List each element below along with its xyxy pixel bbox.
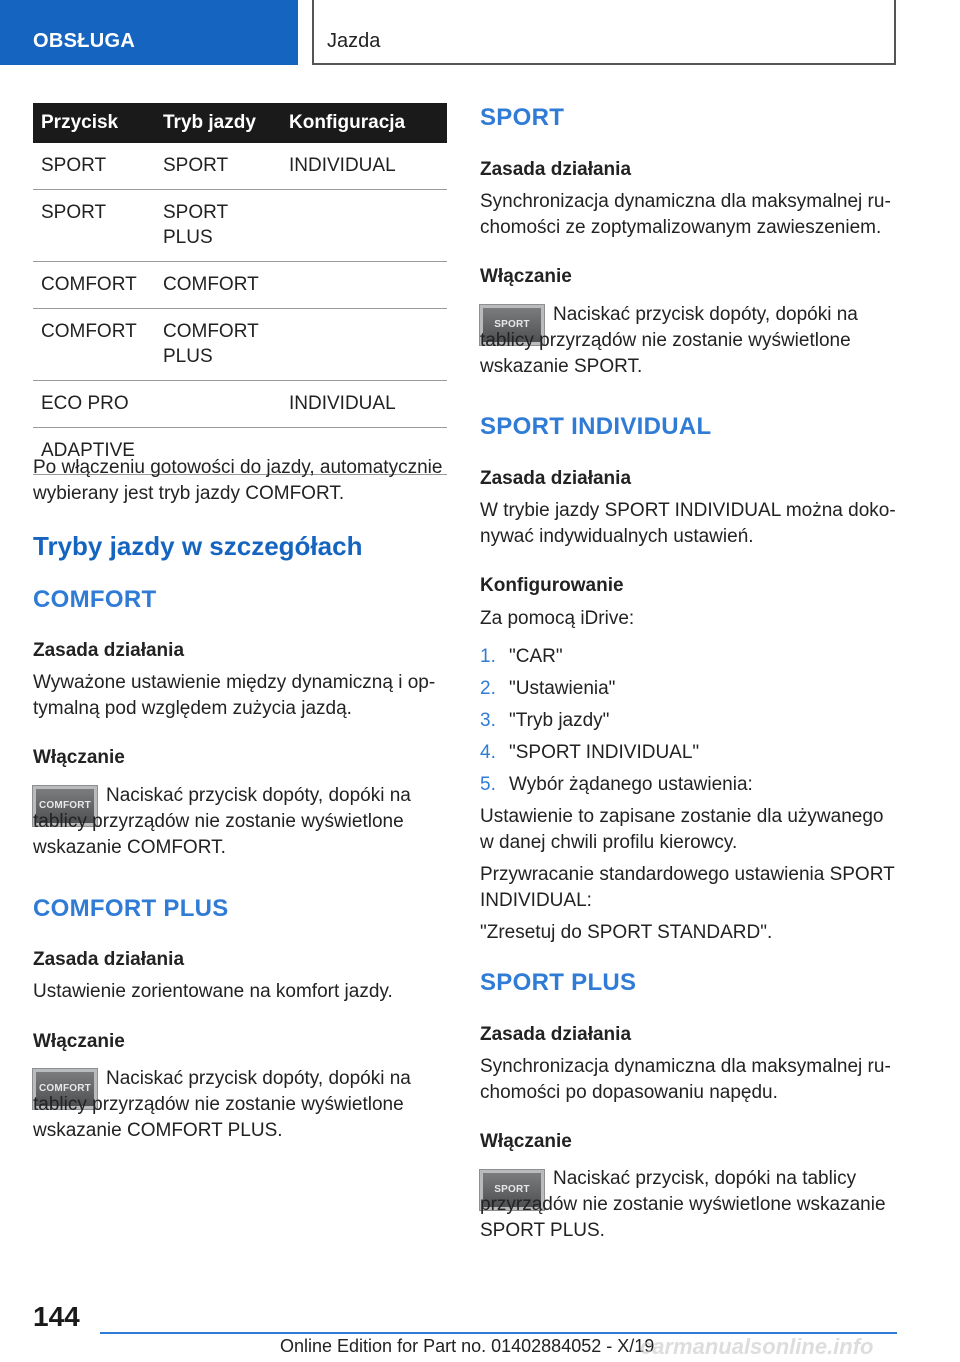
table-header-config: Konfiguracja: [281, 103, 447, 143]
config-steps-list: [480, 644, 898, 804]
table-cell: COMFORT: [33, 309, 155, 381]
step-text: "CAR": [509, 646, 563, 667]
sport-individual-reset-action: "Zresetuj do SPORT STANDARD".: [480, 922, 773, 943]
list-item: [480, 740, 898, 772]
comfort-plus-principle-text: Ustawienie zorientowane na komfort jazdy.: [33, 981, 393, 1002]
table-row: [33, 190, 447, 262]
table-cell: SPORT: [155, 143, 281, 190]
sport-individual-config-label: Konfigurowanie: [480, 575, 624, 596]
comfort-principle-label: Zasada działania: [33, 640, 185, 661]
step-text: Wybór żądanego ustawienia:: [509, 774, 753, 795]
table-row: [33, 262, 447, 309]
list-item: [480, 772, 898, 804]
header-section-label: OBSŁUGA: [33, 30, 136, 52]
sport-plus-principle-label: Zasada działania: [480, 1024, 632, 1045]
sport-plus-button-image-label: SPORT: [494, 1184, 530, 1195]
sport-plus-principle-text: Synchronizacja dynamiczna dla maksymalnej ruchomości po dopasowaniu napędu.: [480, 1056, 891, 1103]
sport-principle-text: Synchronizacja dynamiczna dla maksymalnej ruchomości ze zoptymalizowanym zawieszeniem.: [480, 191, 891, 238]
comfort-activation-text: Naciskać przycisk dopóty, dopóki na tablicy przyrządów nie zostanie wyświetlone wskazanie COMFORT.: [33, 785, 411, 858]
step-number: 5.: [480, 774, 496, 795]
watermark: carmanualsonline.info: [640, 1334, 874, 1359]
step-number: 4.: [480, 742, 496, 763]
intro-paragraph: Po włączeniu gotowości do jazdy, automatycznie wybierany jest tryb jazdy COMFORT.: [33, 457, 443, 504]
table-cell: [281, 262, 447, 309]
main-heading: Tryby jazdy w szczegółach: [33, 531, 363, 561]
sport-individual-heading: SPORT INDIVIDUAL: [480, 413, 712, 440]
sport-individual-principle-label: Zasada działania: [480, 468, 632, 489]
sport-plus-activation-text: Naciskać przycisk, dopóki na tablicy przyrządów nie zostanie wyświetlone wskazanie SPORT PLUS.: [480, 1168, 886, 1241]
table-cell: SPORT: [33, 143, 155, 190]
table-cell: ECO PRO: [33, 381, 155, 428]
header-chapter-tab: [312, 0, 896, 65]
sport-activation-label: Włączanie: [480, 266, 572, 287]
table-header-mode: Tryb jazdy: [155, 103, 281, 143]
sport-heading: SPORT: [480, 104, 565, 131]
table-header-row: [33, 103, 447, 143]
list-item: [480, 676, 898, 708]
page-number: 144: [33, 1301, 80, 1332]
sport-individual-reset-text: Przywracanie standardowego ustawienia SPORT INDIVIDUAL:: [480, 864, 895, 911]
comfort-heading: COMFORT: [33, 586, 157, 613]
sport-activation-text: Naciskać przycisk dopóty, dopóki na tablicy przyrządów nie zostanie wyświetlone wskazanie SPORT.: [480, 304, 858, 377]
comfort-activation-label: Włączanie: [33, 747, 125, 768]
table-cell: SPORT: [33, 190, 155, 262]
list-item: [480, 644, 898, 676]
comfort-button-image-label: COMFORT: [39, 800, 91, 811]
step-number: 1.: [480, 646, 496, 667]
table-cell: [281, 309, 447, 381]
step-number: 3.: [480, 710, 496, 731]
table-header-button: Przycisk: [33, 103, 155, 143]
table-cell: COMFORT: [33, 262, 155, 309]
table-cell: COMFORT PLUS: [155, 309, 281, 381]
table-cell: [281, 190, 447, 262]
sport-principle-label: Zasada działania: [480, 159, 632, 180]
step-text: "Ustawienia": [509, 678, 616, 699]
comfort-principle-text: Wyważone ustawienie między dynamiczną i optymalną pod względem zużycia jazdą.: [33, 672, 436, 719]
comfort-plus-activation-label: Włączanie: [33, 1031, 125, 1052]
driving-modes-table: [33, 103, 447, 475]
footer-edition: Online Edition for Part no. 01402884052 - X/19: [280, 1336, 655, 1356]
table-cell: INDIVIDUAL: [281, 381, 447, 428]
table-cell: INDIVIDUAL: [281, 143, 447, 190]
sport-individual-saved-text: Ustawienie to zapisane zostanie dla używanego w danej chwili profilu kierowcy.: [480, 806, 884, 853]
comfort-plus-principle-label: Zasada działania: [33, 949, 185, 970]
step-text: "SPORT INDIVIDUAL": [509, 742, 700, 763]
step-text: "Tryb jazdy": [509, 710, 610, 731]
sport-plus-heading: SPORT PLUS: [480, 969, 637, 996]
table-cell: COMFORT: [155, 262, 281, 309]
header-section-tab: [0, 0, 298, 65]
comfort-plus-heading: COMFORT PLUS: [33, 895, 229, 922]
sport-individual-principle-text: W trybie jazdy SPORT INDIVIDUAL można dokonywać indywidualnych ustawień.: [480, 500, 896, 547]
table-row: [33, 309, 447, 381]
sport-button-image-label: SPORT: [494, 319, 530, 330]
table-row: [33, 143, 447, 190]
sport-plus-activation-label: Włączanie: [480, 1131, 572, 1152]
table-cell: ADAPTIVE: [33, 428, 155, 475]
table-cell: SPORT PLUS: [155, 190, 281, 262]
table-cell: [155, 381, 281, 428]
table-row: [33, 381, 447, 428]
sport-individual-config-intro: Za pomocą iDrive:: [480, 608, 635, 629]
step-number: 2.: [480, 678, 496, 699]
comfort-plus-activation-text: Naciskać przycisk dopóty, dopóki na tablicy przyrządów nie zostanie wyświetlone wskazanie COMFORT PLUS.: [33, 1068, 411, 1141]
comfort-plus-button-image-label: COMFORT: [39, 1083, 91, 1094]
list-item: [480, 708, 898, 740]
header-chapter-label: Jazda: [327, 30, 381, 52]
